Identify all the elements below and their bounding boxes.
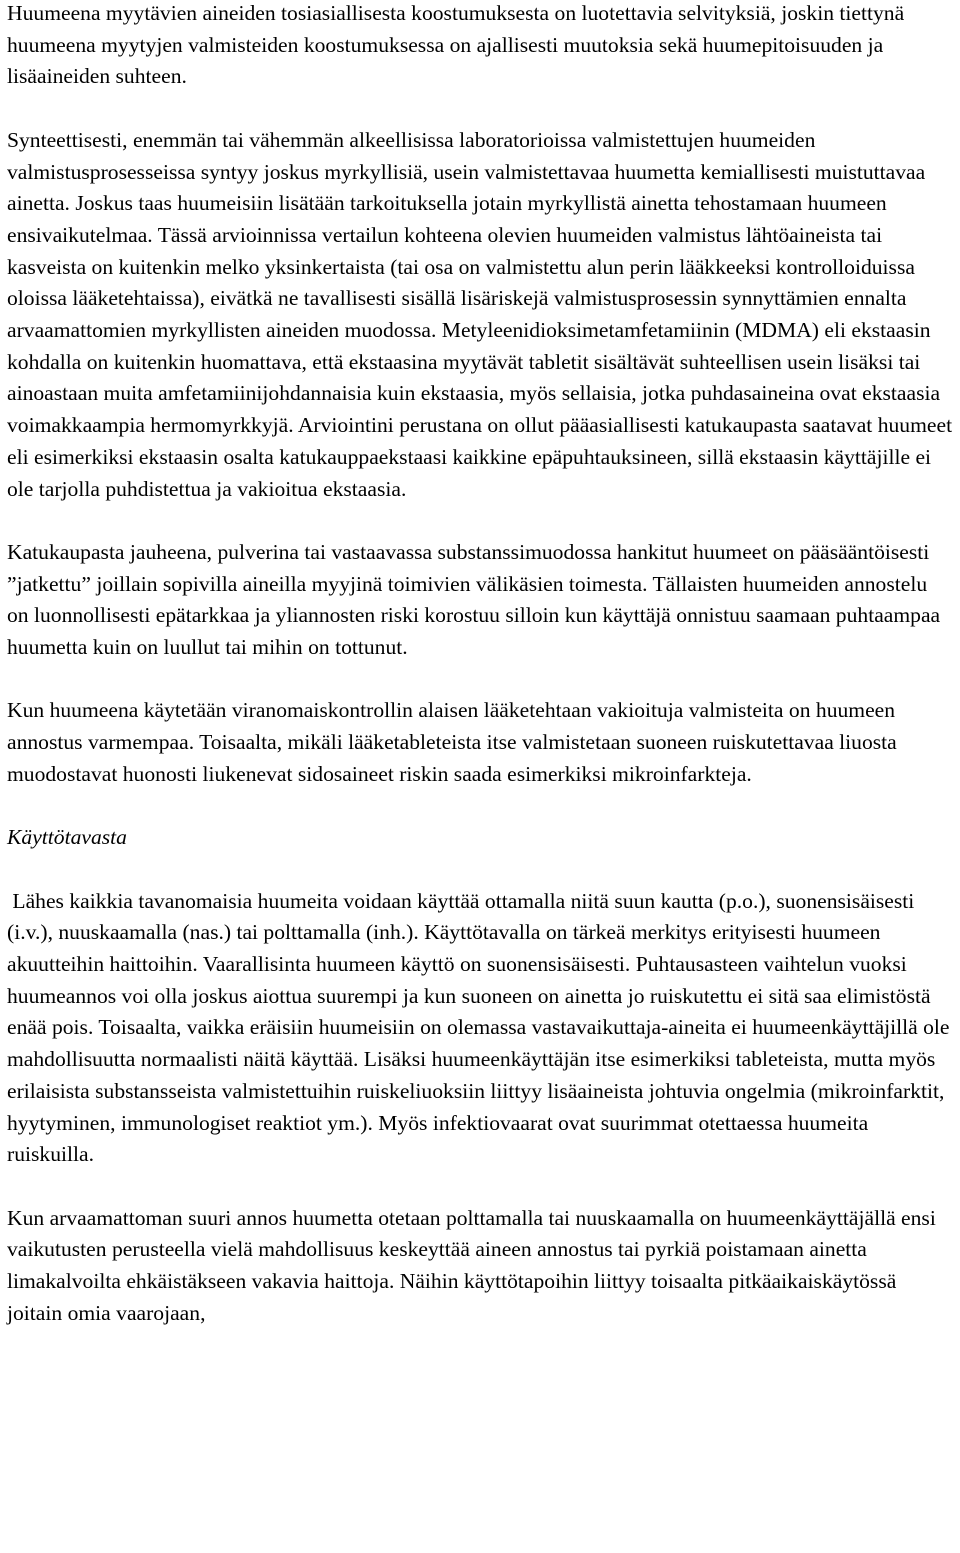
paragraph-pharmaceuticals: Kun huumeena käytetään viranomaiskontrollin alaisen lääketehtaan vakioituja valmisteita on huumeen annostus varmempaa. Toisaalta, mikäli lääketableteista itse valmistetaan suoneen ruiskutettavaa liuosta muodostavat huonosti liukenevat sidosaineet riskin saada esimerkiksi mikroinfarkteja. [7,698,897,786]
paragraph-routes-of-use: Lähes kaikkia tavanomaisia huumeita voidaan käyttää ottamalla niitä suun kautta (p.o.), suonensisäisesti (i.v.), nuuskaamalla (nas.) tai polttamalla (inh.). Käyttötavalla on tärkeä merkitys erityisesti huumeen akuutteihin haittoihin. Vaarallisinta huumeen käyttö on suonensisäisesti. Puhtausasteen vaihtelun vuoksi huumeannos voi olla joskus aiottua suurempi ja kun suoneen on ainetta jo ruiskutettu ei sitä saa elimistöstä enää pois. Toisaalta, vaikka eräisiin huumeisiin on olemassa vastavaikuttaja-aineita ei huumeenkäyttäjillä ole mahdollisuutta normaalisti näitä käyttää. Lisäksi huumeenkäyttäjän itse esimerkiksi tableteista, mutta myös erilaisista substansseista valmistettuihin ruiskeliuoksiin liittyy lisäaineista johtuvia ongelmia (mikroinfarktit, hyytyminen, immunologiset reaktiot ym.). Myös infektiovaarat ovat suurimmat otettaessa huumeita ruiskuilla. [7,888,955,1167]
paragraph-spacer [7,93,953,125]
paragraph-street-purity: Katukaupasta jauheena, pulverina tai vastaavassa substanssimuodossa hankitut huumeet on pääsääntöisesti ”jatkettu” joillain sopivilla aineilla myyjinä toimivien välikäsien toimesta. Tällaisten huumeiden annostelu on luonnollisesti epätarkkaa ja yliannosten riski korostuu silloin kun käyttäjä onnistuu saamaan puhtaampaa huumetta kuin on luullut tai mihin on tottunut. [7,539,941,660]
paragraph-spacer [7,854,953,886]
document-page [7,0,953,1329]
paragraph-spacer [7,664,953,696]
paragraph-spacer [7,1171,953,1203]
paragraph-smoking-snorting: Kun arvaamattoman suuri annos huumetta otetaan polttamalla tai nuuskaamalla on huumeenkäyttäjällä ensi vaikutusten perusteella vielä mahdollisuus keskeyttää aineen annostus tai pyrkiä poistamaan ainetta limakalvoilta ehkäistäkseen vakavia haittoja. Näihin käyttötapoihin liittyy toisaalta pitkäaikaiskäytössä joitain omia vaarojaan, [7,1205,936,1325]
section-heading: Käyttötavasta [7,825,127,850]
paragraph-composition: Huumeena myytävien aineiden tosiasiallisesta koostumuksesta on luotettavia selvityksiä, joskin tiettynä huumeena myytyjen valmisteiden koostumuksessa on ajallisesti muutoksia sekä huumepitoisuuden ja lisäaineiden suhteen. [7,1,905,89]
paragraph-synthetic-drugs: Synteettisesti, enemmän tai vähemmän alkeellisissa laboratorioissa valmistettujen huumeiden valmistusprosesseissa syntyy joskus myrkyllisiä, usein valmistettavaa huumetta kemiallisesti muistuttavaa ainetta. Joskus taas huumeisiin lisätään tarkoituksella jotain myrkyllistä ainetta tehostamaan huumeen ensivaikutelmaa. Tässä arvioinnissa vertailun kohteena olevien huumeiden valmistus lähtöaineista tai kasveista on kuitenkin melko yksinkertaista (tai osa on valmistettu alun perin lääkkeeksi kontrolloiduissa oloissa lääketehtaissa), eivätkä ne tavallisesti sisällä lisäriskejä valmistusprosessin synnyttämien ennalta arvaamattomien myrkyllisten aineiden muodossa. Metyleenidioksimetamfetamiinin (MDMA) eli ekstaasin kohdalla on kuitenkin huomattava, että ekstaasina myytävät tabletit sisältävät suhteellisen usein lisäksi tai ainoastaan muita amfetamiinijohdannaisia kuin ekstaasia, myös sellaisia, jotka puhdasaineina ovat ekstaasia voimakkaampia hermomyrkkyjä. Arviointini perustana on ollut pääasiallisesti katukaupasta saatavat huumeet eli esimerkiksi ekstaasin osalta katukauppaekstaasi kaikkine epäpuhtauksineen, sillä ekstaasin käyttäjille ei ole tarjolla puhdistettua ja vakioitua ekstaasia. [7,127,953,501]
paragraph-spacer [7,791,953,823]
paragraph-spacer [7,505,953,537]
